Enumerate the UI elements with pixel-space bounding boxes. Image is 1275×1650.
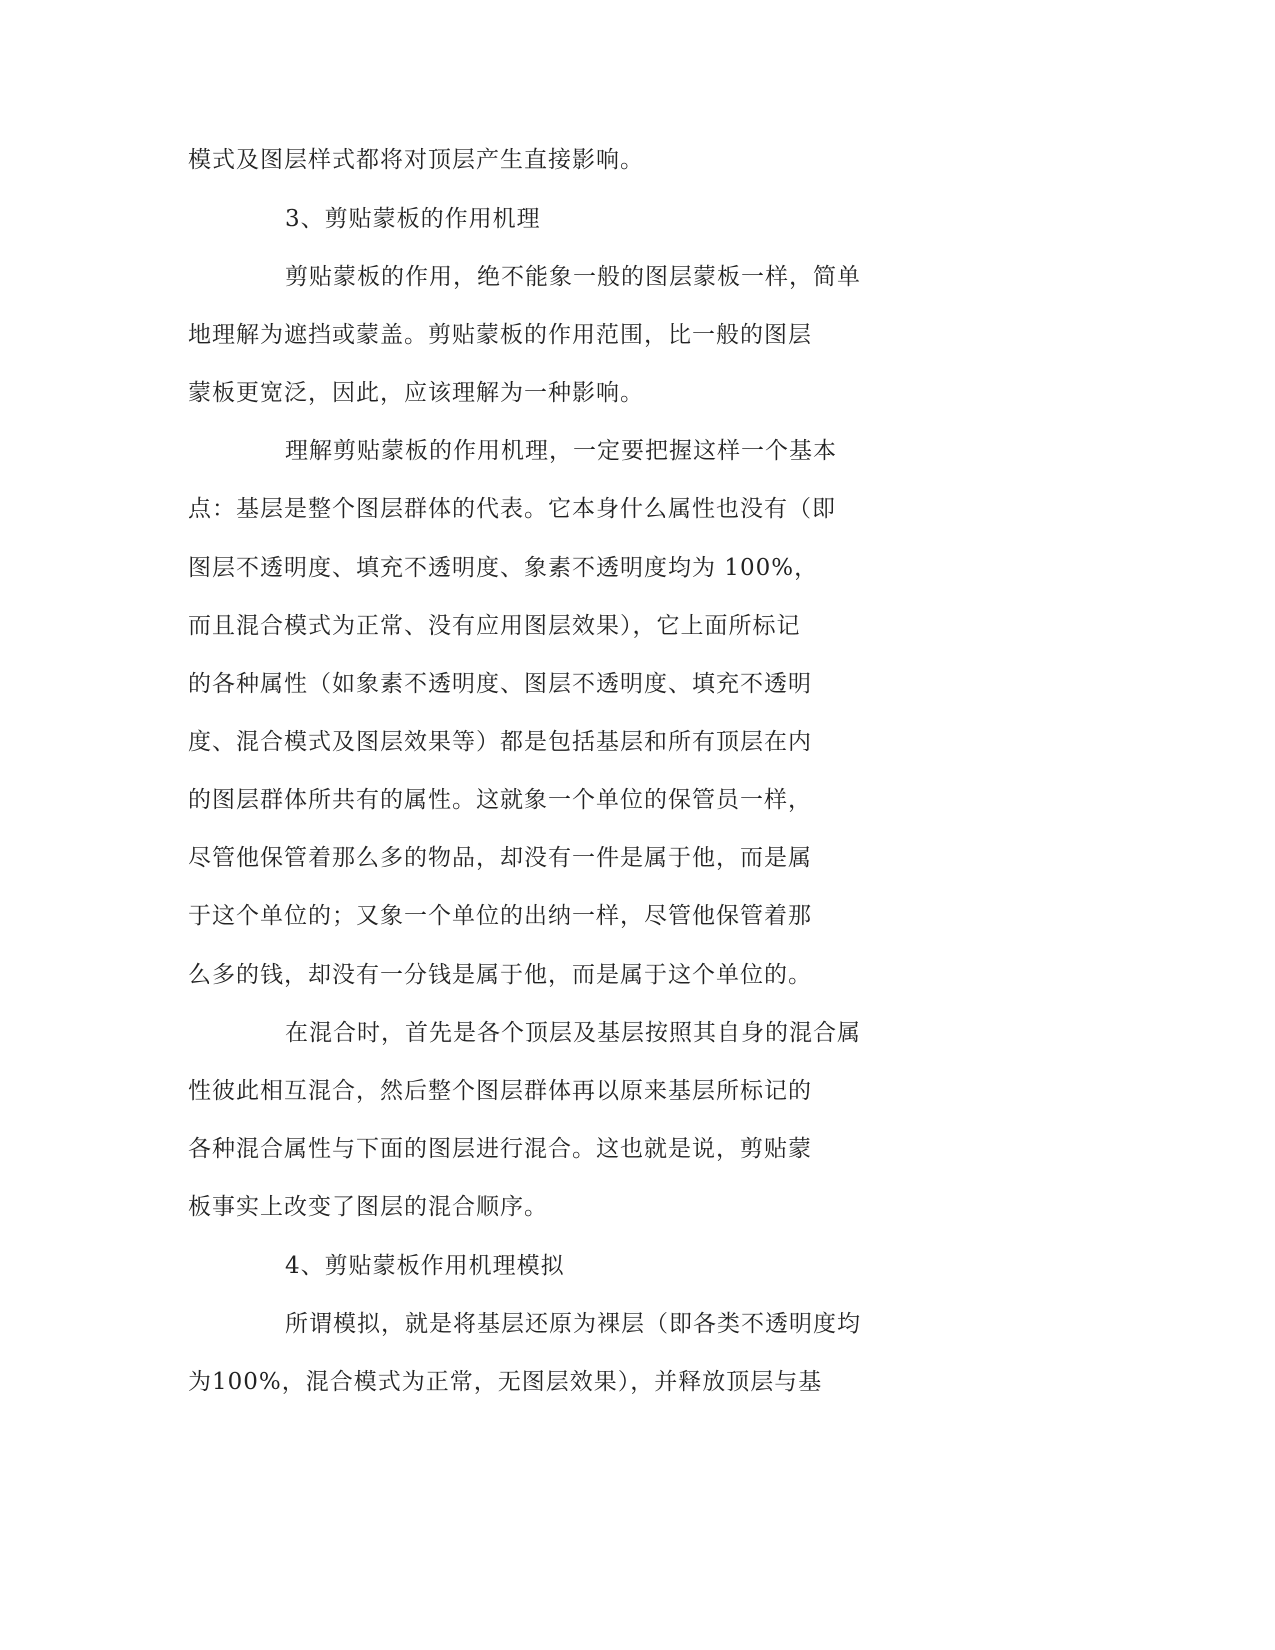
text-line: 点：基层是整个图层群体的代表。它本身什么属性也没有（即 [188,496,836,522]
text-line: 的图层群体所共有的属性。这就象一个单位的保管员一样， [188,787,812,813]
paragraph-start: 剪贴蒙板的作用，绝不能象一般的图层蒙板一样，简单 [285,264,861,290]
text-line: 模式及图层样式都将对顶层产生直接影响。 [188,147,644,173]
paragraph-start: 在混合时，首先是各个顶层及基层按照其自身的混合属 [285,1020,861,1046]
text-line: 么多的钱，却没有一分钱是属于他，而是属于这个单位的。 [188,962,812,988]
section-heading-4: 4、剪贴蒙板作用机理模拟 [285,1253,565,1279]
text-line: 各种混合属性与下面的图层进行混合。这也就是说，剪贴蒙 [188,1136,812,1162]
text-line: 地理解为遮挡或蒙盖。剪贴蒙板的作用范围，比一般的图层 [188,322,812,348]
text-line: 图层不透明度、填充不透明度、象素不透明度均为 100%， [188,555,819,581]
text-line: 于这个单位的；又象一个单位的出纳一样，尽管他保管着那 [188,903,812,929]
text-line: 尽管他保管着那么多的物品，却没有一件是属于他，而是属 [188,845,812,871]
text-line: 度、混合模式及图层效果等）都是包括基层和所有顶层在内 [188,729,812,755]
text-line: 而且混合模式为正常、没有应用图层效果），它上面所标记 [188,613,801,639]
text-line: 的各种属性（如象素不透明度、图层不透明度、填充不透明 [188,671,812,697]
section-heading-3: 3、剪贴蒙板的作用机理 [285,206,541,232]
paragraph-start: 所谓模拟，就是将基层还原为裸层（即各类不透明度均 [285,1311,861,1337]
text-line: 蒙板更宽泛，因此，应该理解为一种影响。 [188,380,644,406]
text-line: 性彼此相互混合，然后整个图层群体再以原来基层所标记的 [188,1078,812,1104]
text-line: 板事实上改变了图层的混合顺序。 [188,1194,548,1220]
text-line: 为100%，混合模式为正常，无图层效果），并释放顶层与基 [188,1369,823,1395]
paragraph-start: 理解剪贴蒙板的作用机理，一定要把握这样一个基本 [285,438,837,464]
